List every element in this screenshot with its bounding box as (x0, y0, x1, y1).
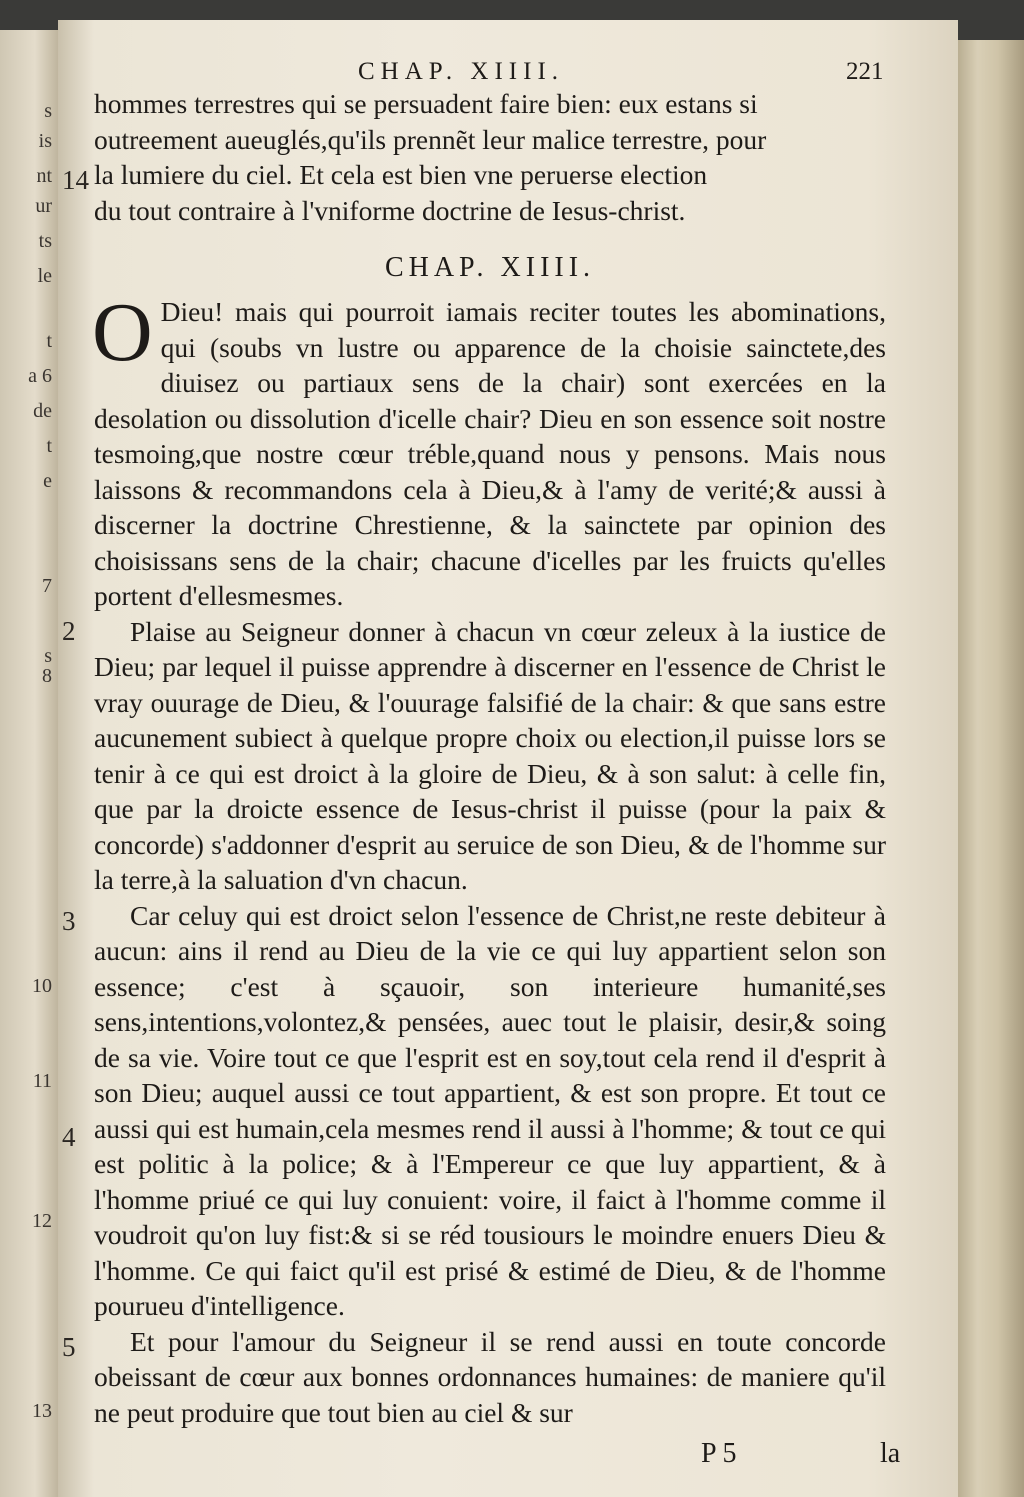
facing-page-mark: 12 (32, 1210, 52, 1232)
paragraph-text: Et pour l'amour du Seigneur il se rend aussi en toute concorde obeissant de cœur aux bonnes ordonnances humaines: de maniere qu'il ne peut produire que tout bien au ciel & sur (94, 1325, 886, 1428)
facing-page-mark: nt (36, 165, 52, 187)
paragraph-text: Dieu! mais qui pourroit iamais reciter toutes les abominations, qui (soubs vn lustre ou apparence de la choisie sainctete,des diuisez ou partiaux sens de la chair) sont exercées en la desolation ou dissolution d'icelle chair? Dieu en son essence soit nostre tesmoing,que nostre cœur tréble,quand nous y pensons. Mais nous laissons & recommandons cela à Dieu,& à l'amy de verité;& aussi à discerner la doctrine Chrestienne, & la sainctete par opinion des choisissans sens de la chair; chacune d'icelles par les fruicts qu'elles portent d'ellesmesmes. (94, 296, 886, 611)
facing-page-mark: s (44, 100, 52, 122)
facing-page-mark: a 6 (28, 365, 52, 387)
text-line (62, 157, 886, 195)
facing-page-mark: is (38, 130, 52, 152)
verse-number: 3 (62, 905, 76, 936)
facing-page-mark: de (33, 400, 52, 422)
facing-page-mark: t (46, 330, 52, 352)
verse-number: 4 (62, 1121, 76, 1152)
page-footer (94, 1436, 901, 1472)
opening-passage (62, 86, 886, 228)
facing-page-mark: 10 (32, 975, 52, 997)
paragraph-text: Car celuy qui est droict selon l'essence de Christ,ne reste debiteur à aucun: ains il rend au Dieu de la vie ce qui luy appartient selon son essence; c'est à sçauoir, son interieure humanité,ses sens,intentions,volontez,& pensées, auec tout le plaisir, desir,& soing de sa vie. Voire tout ce que l'esprit est en soy,tout cela rend il d'esprit à son Dieu; auquel aussi ce tout appartient, & est son propre. Et tout ce aussi qui est humain,cela mesmes rend il aussi à l'homme; & tout ce qui est politic à la police; & à l'Empereur ce que luy appartient, & à l'homme priué ce qui luy conuient: voire, il faict à l'homme comme il voudroit qu'on luy fist:& si se réd tousiours le moindre enuers Dieu & l'homme. Ce qui faict qu'il est prisé & estimé de Dieu, & de l'homme pourueu d'intelligence. (94, 899, 886, 1321)
verse-number: 14 (62, 165, 89, 195)
facing-page-mark: 11 (32, 1070, 52, 1092)
facing-page-mark: 13 (32, 1400, 52, 1422)
verse-number: 5 (62, 1331, 76, 1362)
drop-cap: O (92, 286, 153, 379)
catchword: la (880, 1438, 901, 1469)
text-line: hommes terrestres qui se persuadent faire bien: eux estans si (94, 88, 758, 119)
paragraph-4 (62, 1324, 886, 1431)
facing-page-mark: s (44, 645, 52, 667)
facing-page-mark: 8 (42, 665, 52, 687)
page-number: 221 (846, 58, 884, 85)
page-fore-edge (958, 40, 1024, 1497)
text-line-content: la lumiere du ciel. Et cela est bien vne peruerse election (94, 159, 708, 190)
facing-page-mark: ur (35, 195, 52, 217)
chapter-heading: CHAP. XIIII. (384, 252, 596, 283)
paragraph-text: Plaise au Seigneur donner à chacun vn cœur zeleux à la iustice de Dieu; par lequel il puisse apprendre à discerner en l'essence de Christ le vray ouurage de Dieu, & l'ouurage falsifié de la chair: & que sans estre aucunement subiect à quelque propre choix ou election,il puisse lors se tenir à ce qui est droict à la gloire de Dieu, & à son salut: à celle fin, que par la droicte essence de Iesus-christ il puisse (pour la paix & concorde) s'addonner d'esprit au seruice de son Dieu, & de l'homme sur la terre,à la saluation d'vn chacun. (94, 615, 886, 895)
facing-page-edge (0, 30, 58, 1497)
facing-page-mark: t (46, 435, 52, 457)
paragraph-1 (92, 286, 886, 614)
text-line: du tout contraire à l'vniforme doctrine de Iesus-christ. (94, 194, 686, 226)
paragraph-3 (62, 898, 886, 1324)
book-page (58, 20, 958, 1497)
facing-page-mark: 7 (42, 575, 52, 597)
text-line: outreement aueuglés,qu'ils prennẽt leur malice terrestre, pour (94, 123, 767, 155)
facing-page-mark: ts (38, 230, 52, 252)
facing-page-mark: e (43, 470, 52, 492)
signature-mark: P 5 (701, 1438, 737, 1469)
facing-page-mark: le (37, 265, 52, 287)
verse-number: 2 (62, 615, 76, 646)
paragraph-2 (62, 614, 886, 898)
running-head: CHAP. XIIII. (358, 58, 565, 85)
page-text (62, 86, 901, 1472)
